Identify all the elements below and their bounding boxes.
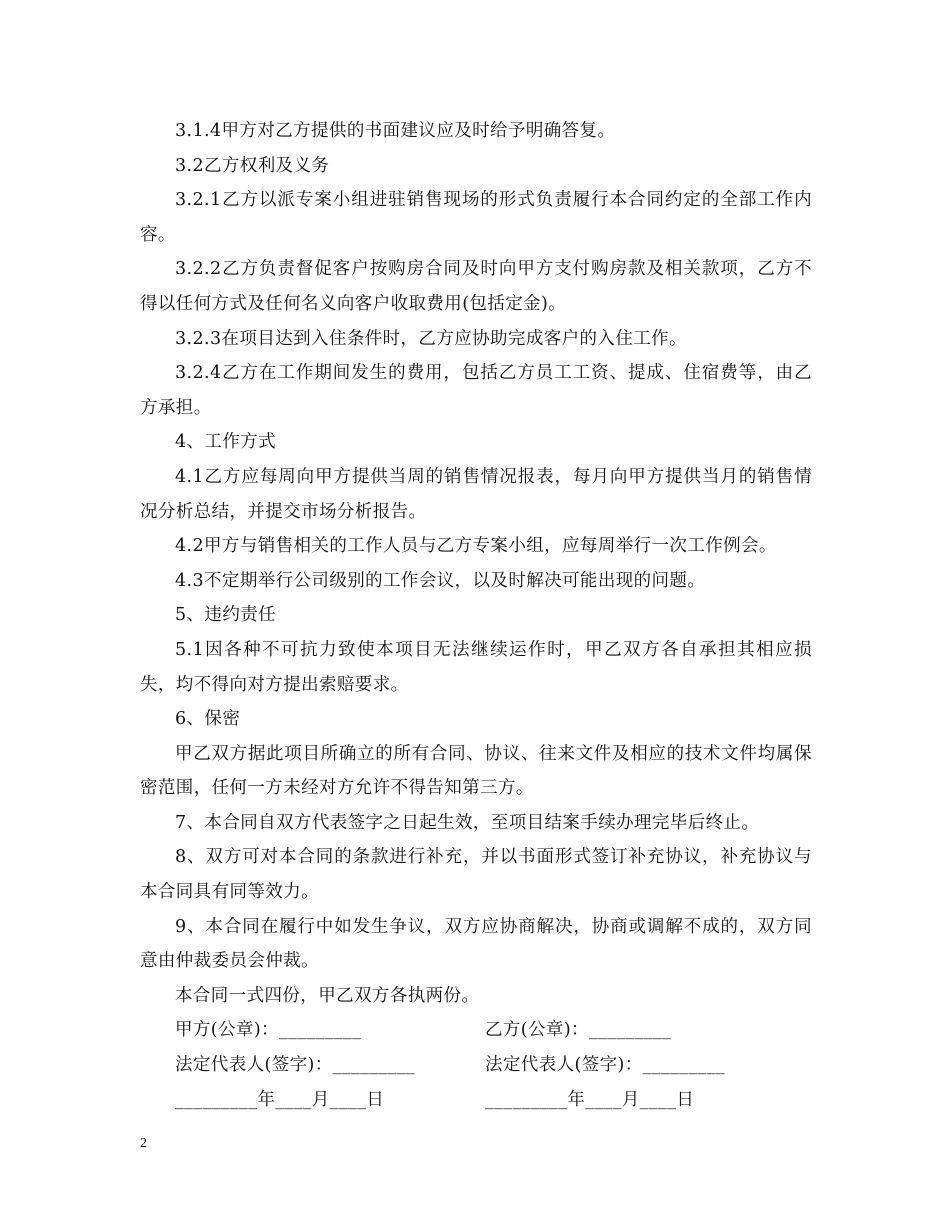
seal-row <box>140 1013 812 1048</box>
heading-4: 4、工作方式 <box>175 432 277 453</box>
page-number: 2 <box>140 1136 147 1151</box>
party-a-representative: 法定代表人(签字)：_________ <box>175 1055 416 1076</box>
party-a-date: _________年____月____日 <box>175 1089 385 1110</box>
clause-7: 7、本合同自双方代表签字之日起生效，至项目结案手续办理完毕后终止。 <box>175 812 760 833</box>
heading-3-2: 3.2乙方权利及义务 <box>175 155 330 176</box>
clause-3-2-2: 3.2.2乙方负责督促客户按购房合同及时向甲方支付购房款及相关款项，乙方不得以任何方式及任何名义向客户收取费用(包括定金)。 <box>140 259 812 314</box>
clause-3-2-4: 3.2.4乙方在工作期间发生的费用，包括乙方员工工资、提成、住宿费等，由乙方承担。 <box>140 363 812 418</box>
clause-9: 9、本合同在履行中如发生争议，双方应协商解决，协商或调解不成的，双方同意由仲裁委员会仲裁。 <box>140 916 812 972</box>
party-b-seal: 乙方(公章)：_________ <box>485 1020 672 1041</box>
document-body <box>140 114 812 1117</box>
party-b-date: _________年____月____日 <box>485 1089 695 1110</box>
clause-4-2: 4.2甲方与销售相关的工作人员与乙方专案小组，应每周举行一次工作例会。 <box>175 536 777 557</box>
date-row <box>140 1083 812 1118</box>
clause-5-1: 5.1因各种不可抗力致使本项目无法继续运作时，甲乙双方各自承担其相应损失，均不得向对方提出索赔要求。 <box>140 639 812 695</box>
clause-4-3: 4.3不定期举行公司级别的工作会议，以及时解决可能出现的问题。 <box>175 570 706 591</box>
party-b-representative: 法定代表人(签字)：_________ <box>485 1055 726 1076</box>
clause-3-2-1: 3.2.1乙方以派专案小组进驻销售现场的形式负责履行本合同约定的全部工作内容。 <box>140 190 812 245</box>
copies-statement: 本合同一式四份，甲乙双方各执两份。 <box>175 985 480 1006</box>
clause-8: 8、双方可对本合同的条款进行补充，并以书面形式签订补充协议，补充协议与本合同具有同等效力。 <box>140 847 812 903</box>
heading-5: 5、违约责任 <box>175 605 277 626</box>
heading-6: 6、保密 <box>175 709 241 730</box>
confidentiality-text: 甲乙双方据此项目所确立的所有合同、协议、往来文件及相应的技术文件均属保密范围，任何一方未经对方允许不得告知第三方。 <box>140 743 812 799</box>
party-a-seal: 甲方(公章)：_________ <box>175 1020 362 1041</box>
clause-3-1-4: 3.1.4甲方对乙方提供的书面建议应及时给予明确答复。 <box>175 121 616 141</box>
clause-4-1: 4.1乙方应每周向甲方提供当周的销售情况报表，每月向甲方提供当月的销售情况分析总结，并提交市场分析报告。 <box>140 466 812 522</box>
representative-row <box>140 1048 812 1083</box>
clause-3-2-3: 3.2.3在项目达到入住条件时，乙方应协助完成客户的入住工作。 <box>175 328 687 349</box>
